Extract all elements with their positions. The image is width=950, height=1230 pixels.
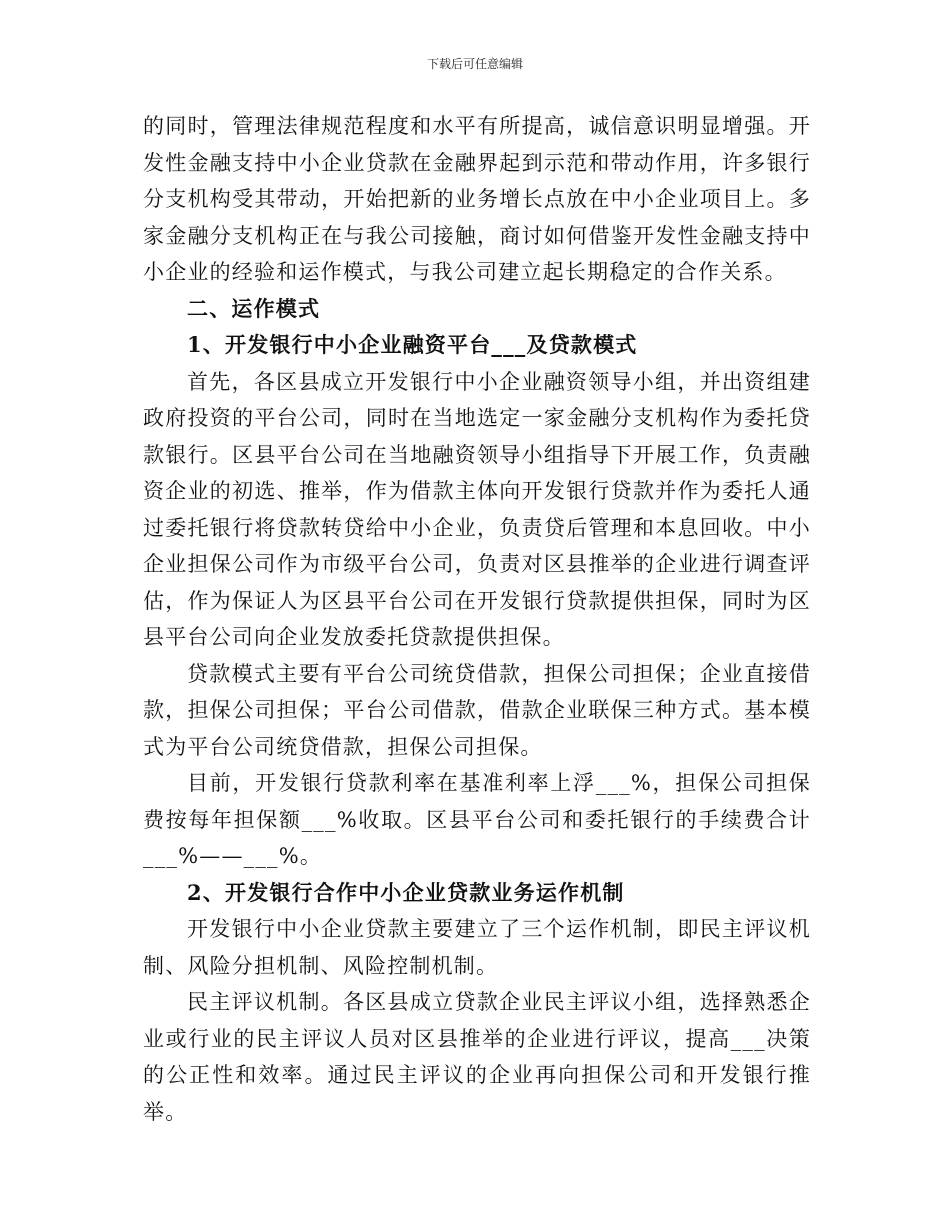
document-body <box>143 108 811 1130</box>
paragraph-interest-rates: 目前，开发银行贷款利率在基准利率上浮___%，担保公司担保费按每年担保额___%收取。区县平台公司和委托银行的手续费合计___%——___%。 <box>143 771 811 868</box>
subheading-financing-platform: 1、开发银行中小企业融资平台___及贷款模式 <box>187 332 638 357</box>
paragraph-continuation: 的同时，管理法律规范程度和水平有所提高，诚信意识明显增强。开发性金融支持中小企业贷款在金融界起到示范和带动作用，许多银行分支机构受其带动，开始把新的业务增长点放在中小企业项目上。多家金融分支机构正在与我公司接触，商讨如何借鉴开发性金融支持中小企业的经验和运作模式，与我公司建立起长期稳定的合作关系。 <box>143 114 811 284</box>
paragraph-three-mechanisms: 开发银行中小企业贷款主要建立了三个运作机制，即民主评议机制、风险分担机制、风险控制机制。 <box>143 917 811 978</box>
page-header-note: 下载后可任意编辑 <box>426 57 523 71</box>
subheading-operation-mechanism: 2、开发银行合作中小企业贷款业务运作机制 <box>187 879 625 905</box>
section-heading-operation-mode: 二、运作模式 <box>187 295 321 321</box>
paragraph-democratic-review: 民主评议机制。各区县成立贷款企业民主评议小组，选择熟悉企业或行业的民主评议人员对区县推举的企业进行评议，提高___决策的公正性和效率。通过民主评议的企业再向担保公司和开发银行推举。 <box>143 990 811 1124</box>
paragraph-platform-setup: 首先，各区县成立开发银行中小企业融资领导小组，并出资组建政府投资的平台公司，同时在当地选定一家金融分支机构作为委托贷款银行。区县平台公司在当地融资领导小组指导下开展工作，负责融资企业的初选、推举，作为借款主体向开发银行贷款并作为委托人通过委托银行将贷款转贷给中小企业，负责贷后管理和本息回收。中小企业担保公司作为市级平台公司，负责对区县推举的企业进行调查评估，作为保证人为区县平台公司在开发银行贷款提供担保，同时为区县平台公司向企业发放委托贷款提供担保。 <box>143 369 811 649</box>
paragraph-loan-modes: 贷款模式主要有平台公司统贷借款，担保公司担保；企业直接借款，担保公司担保；平台公司借款，借款企业联保三种方式。基本模式为平台公司统贷借款，担保公司担保。 <box>143 661 811 759</box>
